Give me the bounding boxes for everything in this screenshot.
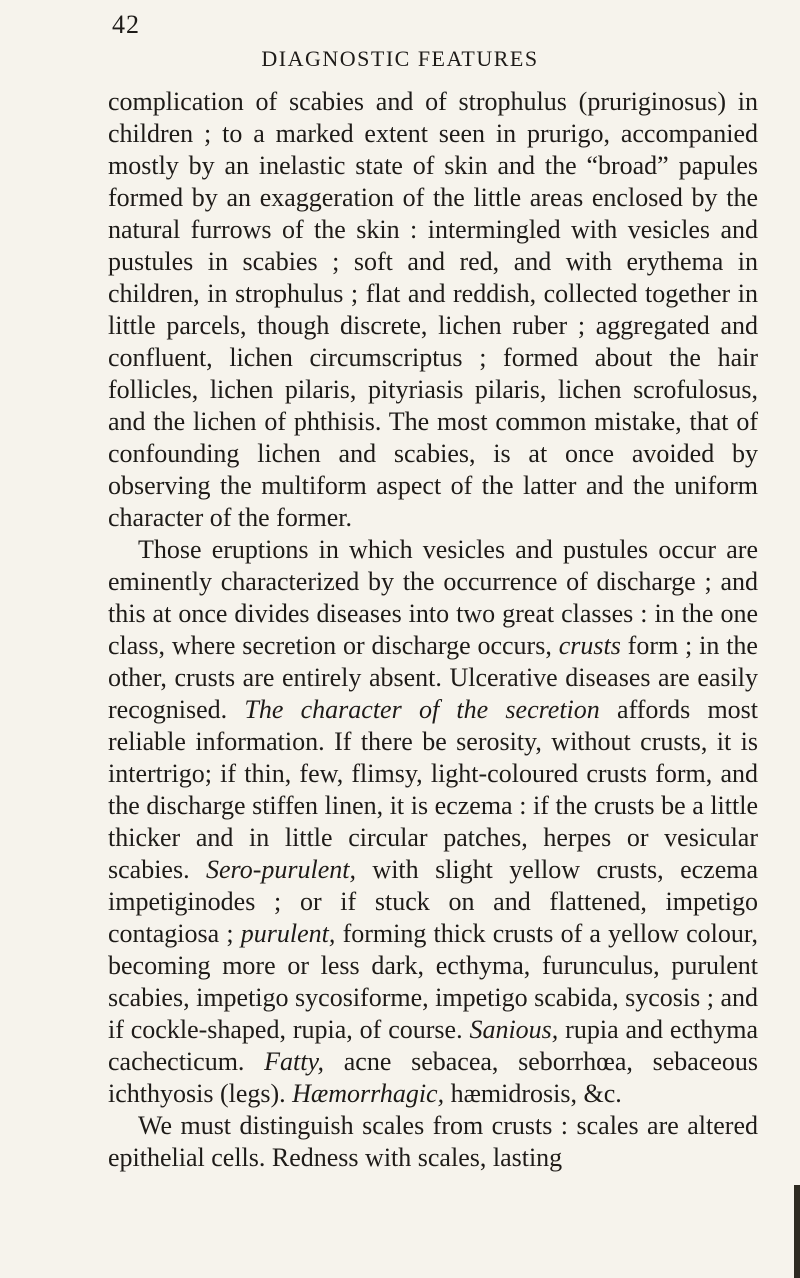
text-segment: with slight yellow crusts, eczema impetiginodes ; or if stuck on and flattened, impetigo contagiosa ; [108,855,758,948]
page-edge-mark [794,1185,800,1278]
paragraph [108,534,758,1110]
body-text [108,86,758,1174]
italic-text-segment: purulent, [240,919,336,948]
italic-text-segment: Fatty, [264,1047,325,1076]
running-head: DIAGNOSTIC FEATURES [261,46,539,71]
italic-text-segment: Sero-purulent, [206,855,356,884]
text-segment: forming thick crusts of a yellow colour, becoming more or less dark, ecthyma, furunculus, purulent scabies, impetigo sycosiforme, impetigo scabida, sycosis ; and if cockle-shaped, rupia, of course. [108,919,758,1044]
text-segment: affords most reliable information. If there be serosity, without crusts, it is intertrigo; if thin, few, flimsy, light-coloured crusts form, and the discharge stiffen linen, it is eczema : if the crusts be a little thicker and in little circular patches, herpes or vesicular scabies. [108,695,759,884]
italic-text-segment: crusts [558,631,621,660]
text-segment: We must distinguish scales from crusts : scales are altered epithelial cells. Redness with scales, lasting [108,1111,758,1172]
italic-text-segment: The character of the secretion [244,695,600,724]
paragraph [108,86,758,534]
text-segment: complication of scabies and of strophulus (pruriginosus) in children ; to a marked extent seen in prurigo, accompanied mostly by an inelastic state of skin and the “broad” papules formed by an exaggeration of the little areas enclosed by the natural furrows of the skin : intermingled with vesicles and pustules in scabies ; soft and red, and with erythema in children, in strophulus ; flat and reddish, collected together in little parcels, though discrete, lichen ruber ; aggregated and confluent, lichen circumscriptus ; formed about the hair follicles, lichen pilaris, pityriasis pilaris, lichen scrofulosus, and the lichen of phthisis. The most common mistake, that of confounding lichen and scabies, is at once avoided by observing the multiform aspect of the latter and the uniform character of the former. [108,87,758,532]
text-segment: acne sebacea, seborrhœa, sebaceous ichthyosis (legs). [108,1047,758,1108]
text-segment: rupia and ecthyma cachecticum. [108,1015,758,1076]
italic-text-segment: Sanious, [469,1015,559,1044]
paragraph [108,1110,758,1174]
italic-text-segment: Hæmorrhagic, [292,1079,445,1108]
page-number: 42 [112,10,140,39]
text-segment: hæmidrosis, &c. [444,1079,622,1108]
text-segment: form ; in the other, crusts are entirely absent. Ulcerative diseases are easily recognised. [108,631,758,724]
text-segment: Those eruptions in which vesicles and pustules occur are eminently characterized by the occurrence of discharge ; and this at once divides diseases into two great classes : in the one class, where secretion or discharge occurs, [108,535,758,660]
